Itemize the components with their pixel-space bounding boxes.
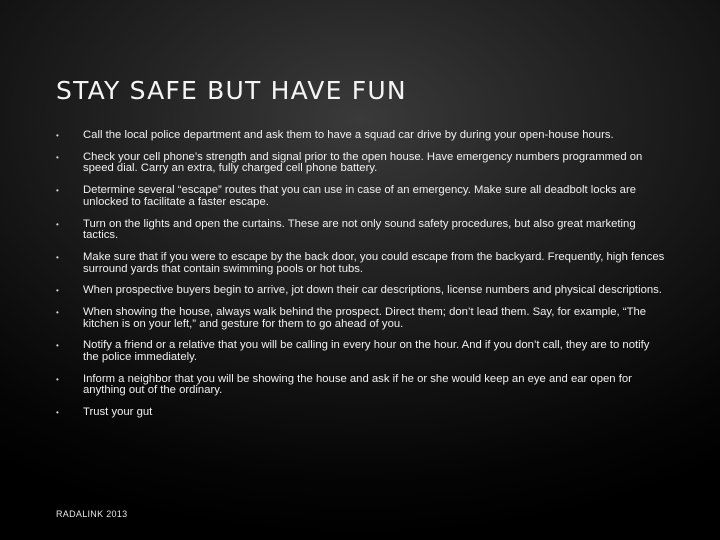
bullet-item-7 — [56, 307, 666, 330]
bullet-icon: • — [56, 152, 59, 162]
bullet-item-10 — [56, 407, 666, 419]
bullet-icon: • — [56, 408, 59, 418]
bullet-icon: • — [56, 186, 59, 196]
bullet-text: Check your cell phone’s strength and signal prior to the open house. Have emergency numbers programmed on speed dial. Carry an extra, fully charged cell phone battery. — [83, 150, 643, 175]
bullet-text: Notify a friend or a relative that you will be calling in every hour on the hour. And if you don’t call, they are to notify the police immediately. — [83, 339, 650, 364]
bullet-text: Trust your gut — [83, 406, 153, 419]
bullet-icon: • — [56, 131, 59, 140]
bullet-item-5 — [56, 252, 666, 275]
bullet-text: Determine several “escape” routes that you can use in case of an emergency. Make sure all deadbolt locks are unlocked to facilitate a faster escape. — [83, 184, 636, 208]
bullet-item-8 — [56, 340, 666, 363]
bullet-icon: • — [56, 341, 59, 351]
footer-text: RADALINK 2013 — [56, 509, 128, 519]
bullet-text: Inform a neighbor that you will be showing the house and ask if he or she would keep an eye and ear open for anything out of the ordinary. — [83, 372, 632, 397]
bullet-text: Turn on the lights and open the curtains. These are not only sound safety procedures, but also great marketing tactics. — [83, 217, 636, 242]
bullet-icon: • — [56, 286, 59, 296]
bullet-list — [56, 130, 666, 429]
bullet-item-3 — [56, 185, 666, 208]
bullet-item-1 — [56, 130, 666, 142]
bullet-text: When prospective buyers begin to arrive, jot down their car descriptions, license numbers and physical descriptions. — [83, 284, 662, 297]
bullet-icon: • — [56, 219, 59, 229]
bullet-icon: • — [56, 374, 59, 384]
bullet-text: When showing the house, always walk behind the prospect. Direct them; don’t lead them. Say, for example, “The kitchen is on your left,” and gesture for them to go ahead of you. — [83, 306, 647, 330]
bullet-text: Call the local police department and ask them to have a squad car drive by during your open-house hours. — [83, 129, 614, 141]
bullet-item-9 — [56, 374, 666, 397]
bullet-icon: • — [56, 308, 59, 318]
slide-title: STAY SAFE BUT HAVE FUN — [56, 76, 407, 105]
bullet-item-4 — [56, 219, 666, 242]
bullet-item-2 — [56, 152, 666, 175]
bullet-item-6 — [56, 285, 666, 297]
bullet-icon: • — [56, 252, 59, 262]
bullet-text: Make sure that if you were to escape by the back door, you could escape from the backyard. Frequently, high fences surround yards that contain swimming pools or hot tubs. — [83, 250, 665, 275]
